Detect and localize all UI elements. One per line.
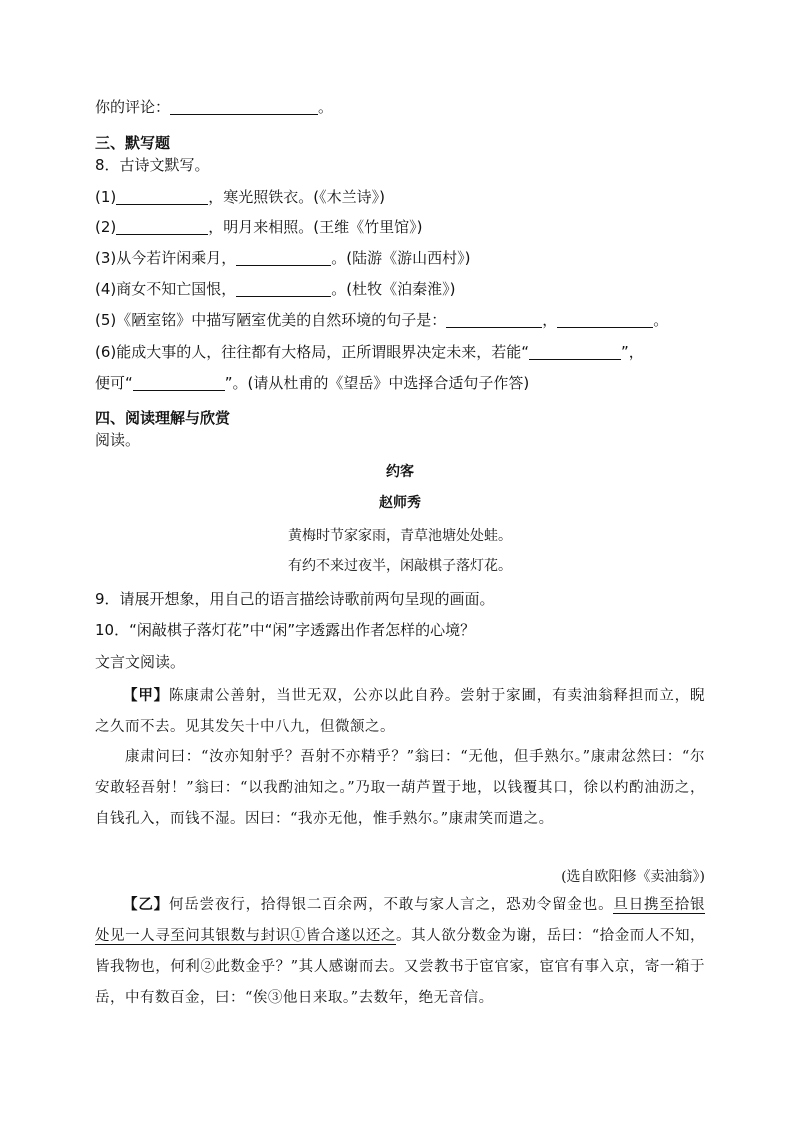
answer-blank[interactable] [236,280,331,297]
poem-author: 赵师秀 [379,495,421,511]
passage-yi: 【乙】何岳尝夜行，拾得银二百余两，不敢与家人言之，恐劝令留金也。旦日携至拾银处见一人寻至问其银数与封识①皆合遂以还之。其人欲分数金为谢，岳曰：“拾金而人不知，皆我物也，何利②此数金乎？”其人感谢而去。又尝教书于宦官家，宦官有事入京，寄一箱于岳，中有数百金，曰：“俟③他日来取。”去数年，绝无音信。 [95,896,706,1006]
section-4-title: 四、阅读理解与欣赏 [95,409,231,427]
answer-blank[interactable] [133,374,225,391]
answer-blank[interactable] [170,98,318,115]
poem-line-1: 黄梅时节家家雨，青草池塘处处蛙。 [288,528,512,544]
q8-item-5: (5)《陋室铭》中描写陋室优美的自然环境的句子是： ， 。 [95,311,669,329]
underlined-sentence: 旦日携至拾银处见一人寻至问其银数与封识①皆合遂以还之 [95,897,706,944]
answer-blank[interactable] [446,311,542,328]
question-10: 10．“闲敲棋子落灯花”中“闲”字透露出作者怎样的心境？ [95,621,476,639]
poem-line-2: 有约不来过夜半，闲敲棋子落灯花。 [288,558,512,574]
section-3-title: 三、默写题 [95,134,171,152]
q8-item-1: (1) ，寒光照铁衣。(《木兰诗》) [95,188,385,206]
section-4-intro: 阅读。 [95,431,141,449]
passage-jia-p2: 康肃问曰：“汝亦知射乎？吾射不亦精乎？”翁曰：“无他，但手熟尔。”康肃忿然曰：“尔安敢轻吾射！”翁曰：“以我酌油知之。”乃取一葫芦置于地，以钱覆其口，徐以杓酌油沥之，自钱孔入，而钱不湿。因曰：“我亦无他，惟手熟尔。”康肃笑而遣之。 [95,749,705,827]
question-8-title: 8．古诗文默写。 [95,156,210,174]
question-9: 9．请展开想象，用自己的语言描绘诗歌前两句呈现的画面。 [95,590,495,608]
q8-item-4: (4)商女不知亡国恨， 。(杜牧《泊秦淮》) [95,280,456,298]
answer-blank[interactable] [557,311,653,328]
passage-jia-p1: 【甲】陈康肃公善射，当世无双，公亦以此自矜。尝射于家圃，有卖油翁释担而立，睨之久而不去。见其发矢十中八九，但微颔之。 [95,687,706,735]
q8-item-3: (3)从今若许闲乘月， 。(陆游《游山西村》) [95,249,471,267]
passage-jia-source: (选自欧阳修《卖油翁》) [561,869,705,885]
answer-blank[interactable] [529,343,621,360]
poem-title: 约客 [386,464,414,480]
comment-line: 你的评论： 。 [95,98,334,116]
answer-blank[interactable] [236,249,331,266]
comment-label: 你的评论： [95,98,171,116]
q8-item-6: (6)能成大事的人，往往都有大格局，正所谓眼界决定未来，若能“ ”， [95,343,644,361]
q8-item-6-cont: 便可“ ”。(请从杜甫的《望岳》中选择合适句子作答) [95,374,530,392]
answer-blank[interactable] [116,188,208,205]
answer-blank[interactable] [116,218,208,235]
classical-intro: 文言文阅读。 [95,653,186,671]
q8-item-2: (2) ，明月来相照。(王维《竹里馆》) [95,218,423,236]
